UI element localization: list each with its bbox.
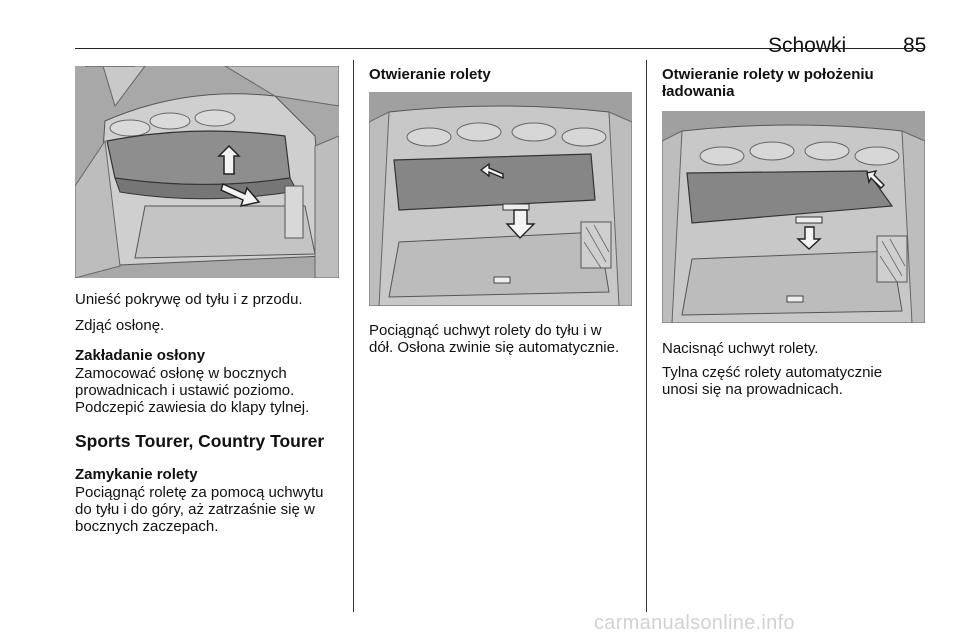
text-line: Tylna część rolety automatycznie	[662, 364, 883, 381]
text-line: Zamocować osłonę w bocznych	[75, 365, 287, 382]
heading-close-roller: Zamykanie rolety	[75, 466, 198, 483]
cargo-cover-illustration-1	[75, 66, 339, 278]
text-line: do tyłu i do góry, aż zatrzaśnie się w	[75, 501, 315, 518]
header-rule	[75, 48, 925, 49]
cargo-cover-illustration-3	[662, 111, 925, 323]
figure-open-roller	[369, 92, 632, 306]
heading-line: Otwieranie rolety w położeniu	[662, 66, 874, 83]
cargo-cover-illustration-2	[369, 92, 632, 306]
paragraph-install	[75, 365, 350, 416]
figure-cover-removal	[75, 66, 339, 278]
text-line: Pociągnąć uchwyt rolety do tyłu i w	[369, 322, 602, 339]
text-line: Podczepić zawiesia do klapy tylnej.	[75, 399, 310, 416]
heading-install-cover: Zakładanie osłony	[75, 347, 206, 364]
paragraph-open-roller	[369, 322, 644, 356]
section-heading-sports-tourer: Sports Tourer, Country Tourer	[75, 431, 325, 451]
text-line: dół. Osłona zwinie się automatycznie.	[369, 339, 620, 356]
caption-take-off: Zdjąć osłonę.	[75, 317, 165, 334]
heading-open-roller: Otwieranie rolety	[369, 66, 491, 83]
text-line: bocznych zaczepach.	[75, 518, 219, 535]
text-line: prowadnicach i ustawić poziomo.	[75, 382, 295, 399]
watermark: carmanualsonline.info	[594, 612, 795, 634]
heading-line: ładowania	[662, 83, 735, 100]
paragraph-press-handle: Nacisnąć uchwyt rolety.	[662, 340, 819, 357]
figure-loading-position	[662, 111, 925, 323]
text-line: unosi się na prowadnicach.	[662, 381, 843, 398]
paragraph-close	[75, 484, 355, 535]
text-line: Pociągnąć roletę za pomocą uchwytu	[75, 484, 324, 501]
paragraph-rear-lifts	[662, 364, 932, 398]
page-number: 85	[903, 34, 927, 57]
section-title: Schowki	[768, 34, 847, 57]
caption-remove-cover: Unieść pokrywę od tyłu i z przodu.	[75, 291, 303, 308]
column-divider-2	[646, 60, 647, 612]
heading-open-loading-position	[662, 66, 932, 100]
